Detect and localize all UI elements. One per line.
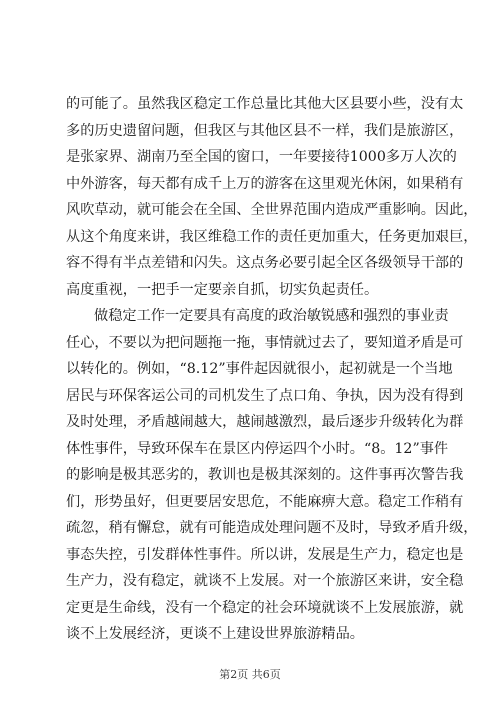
- text-line: 生产力，没有稳定，就谈不上发展。对一个旅游区来讲，安全稳: [66, 573, 464, 589]
- text-line: 及时处理，矛盾越闹越大，越闹越激烈，最后逐步升级转化为群: [66, 414, 464, 430]
- text-line: 定更是生命线，没有一个稳定的社会环境就谈不上发展旅游，就: [66, 599, 464, 616]
- paragraph-2: [66, 303, 478, 648]
- text-line: 任心，不要以为把问题拖一拖，事情就过去了，要知道矛盾是可: [66, 334, 464, 351]
- text-line: 的可能了。虽然我区稳定工作总量比其他大区县要小些，没有太: [66, 96, 464, 112]
- text-line: 从这个角度来讲，我区维稳工作的责任更加重大，任务更加艰巨，: [66, 228, 478, 245]
- text-line: 们，形势虽好，但更要居安思危，不能麻痹大意。稳定工作稍有: [66, 493, 464, 510]
- text-line: 居民与环保客运公司的司机发生了点口角、争执，因为没有得到: [66, 387, 464, 404]
- page-number-footer: 第2页 共6页: [219, 668, 281, 681]
- text-line: 做稳定工作一定要具有高度的政治敏锐感和强烈的事业责: [94, 308, 449, 324]
- text-line: 高度重视，一把手一定要亲自抓，切实负起责任。: [66, 281, 379, 298]
- text-line: 事态失控，引发群体性事件。所以讲，发展是生产力，稳定也是: [66, 546, 464, 563]
- text-line: 多的历史遗留问题，但我区与其他区县不一样，我们是旅游区，: [66, 122, 464, 139]
- text-line: 是张家界、湖南乃至全国的窗口，一年要接待1000多万人次的: [66, 149, 457, 165]
- text-line: 疏忽，稍有懈怠，就有可能造成处理问题不及时，导致矛盾升级，: [66, 520, 478, 536]
- text-line: 容不得有半点差错和闪失。这点务必要引起全区各级领导干部的: [66, 255, 464, 271]
- text-line: 的影响是极其恶劣的，教训也是极其深刻的。这件事再次警告我: [66, 467, 464, 483]
- paragraph-1: [66, 91, 478, 303]
- body-text: [66, 91, 478, 648]
- text-line: 风吹草动，就可能会在全国、全世界范围内造成严重影响。因此，: [66, 202, 478, 218]
- text-line: 中外游客，每天都有成千上万的游客在这里观光休闲，如果稍有: [66, 175, 464, 192]
- text-line: 谈不上发展经济，更谈不上建设世界旅游精品。: [66, 626, 364, 642]
- text-line: 体性事件，导致环保车在景区内停运四个小时。“8。12”事件: [66, 440, 449, 457]
- text-line: 以转化的。例如，“8.12”事件起因就很小，起初就是一个当地: [66, 361, 453, 377]
